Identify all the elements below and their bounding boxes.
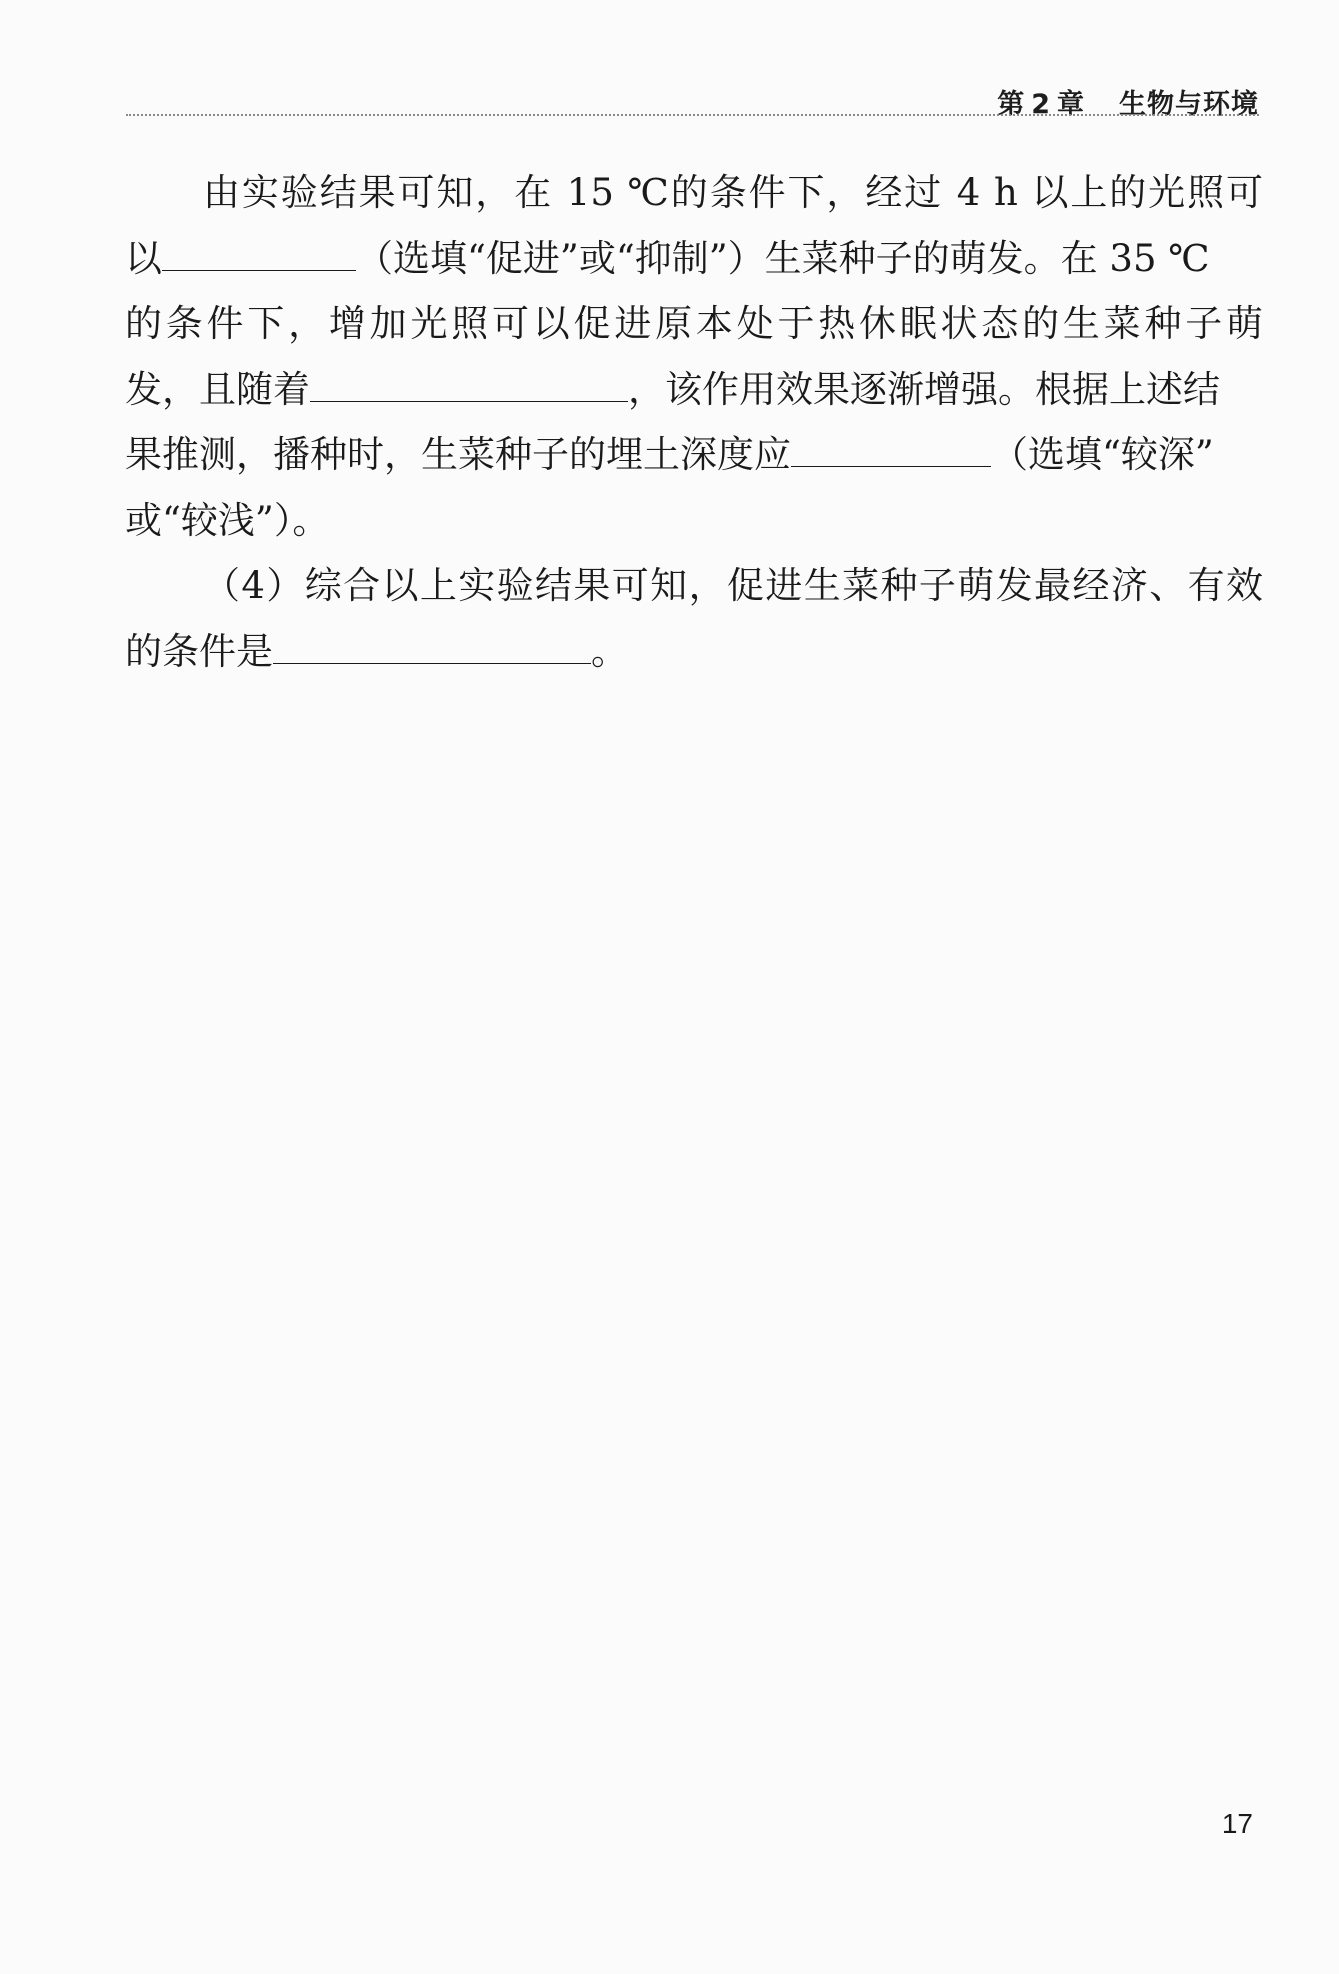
chapter-suffix: 章	[1057, 89, 1085, 120]
question-body	[125, 160, 1263, 684]
paragraph1-line2-start: 以	[125, 236, 162, 280]
paragraph1-line5	[125, 422, 1263, 488]
paragraph1-line6: 或“较浅”）。	[125, 498, 330, 542]
paragraph1-line4-end: ，该作用效果逐渐增强。根据上述结	[628, 367, 1220, 411]
header-dotted-rule	[126, 114, 1259, 116]
chapter-number: 2	[1031, 89, 1051, 120]
paragraph1-line5-end: （选填“较深”	[991, 433, 1214, 476]
paragraph1-line2	[125, 226, 1263, 292]
chapter-prefix: 第	[997, 89, 1026, 120]
paragraph2-line2	[125, 619, 1263, 685]
answer-blank-1[interactable]	[162, 240, 356, 271]
page-number: 17	[1221, 1808, 1253, 1839]
paragraph2-line1: （4）综合以上实验结果可知，促进生菜种子萌发最经济、有效	[203, 564, 1263, 607]
paragraph1-line4-start: 发，且随着	[125, 367, 310, 411]
answer-blank-4[interactable]	[273, 633, 591, 664]
paragraph1-line5-start: 果推测，播种时，生菜种子的埋土深度应	[125, 433, 791, 476]
paragraph1-line2-end: （选填“促进”或“抑制”）生菜种子的萌发。在 35 ℃	[356, 236, 1210, 280]
paragraph1-line4	[125, 357, 1263, 423]
chapter-title: 生物与环境	[1119, 89, 1259, 120]
paragraph2-line2-start: 的条件是	[125, 629, 273, 673]
paragraph2-line2-end: 。	[591, 629, 628, 673]
paragraph1-line3: 的条件下，增加光照可以促进原本处于热休眠状态的生菜种子萌	[125, 302, 1263, 345]
answer-blank-3[interactable]	[791, 436, 991, 467]
answer-blank-2[interactable]	[310, 371, 628, 402]
paragraph1-line1: 由实验结果可知，在 15 ℃的条件下，经过 4 h 以上的光照可	[203, 171, 1263, 214]
